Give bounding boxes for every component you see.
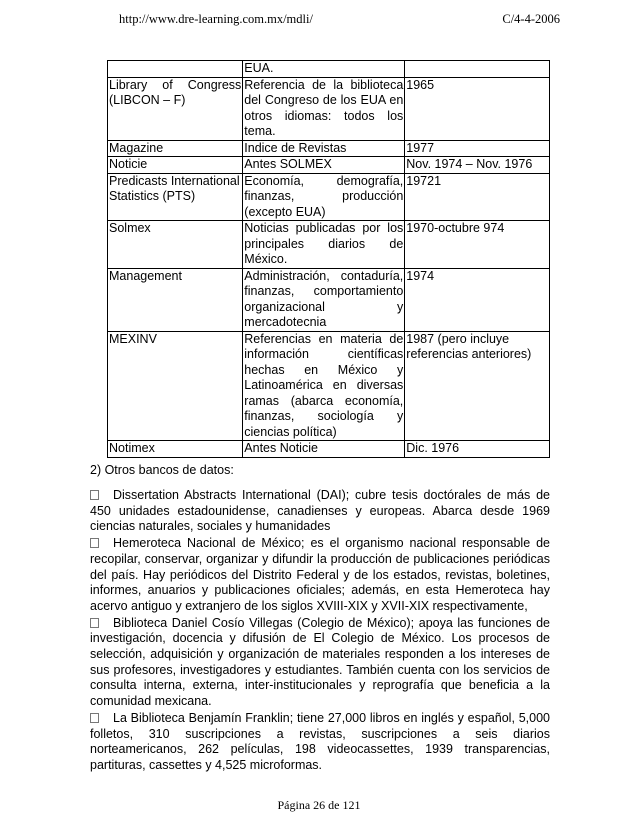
table-cell-name: Solmex: [108, 221, 243, 269]
table-row: [108, 331, 550, 441]
list-item: [90, 488, 550, 535]
header-date: C/4-4-2006: [502, 12, 560, 26]
table-row: [108, 140, 550, 157]
table-cell-name: Notimex: [108, 441, 243, 458]
table-cell-description: Economía, demografía, finanzas, producción (excepto EUA): [244, 173, 404, 219]
table-row: [108, 77, 550, 140]
list-item: [90, 616, 550, 710]
databases-table: [107, 60, 550, 458]
table-cell-name: Predicasts International Statistics (PTS): [108, 173, 243, 221]
databases-list: [90, 488, 550, 775]
table-row: [108, 268, 550, 331]
table-cell-coverage: 19721: [405, 173, 550, 221]
table-cell-coverage: Nov. 1974 – Nov. 1976: [405, 157, 550, 174]
table-cell-description: Referencias en materia de información científicas hechas en México y Latinoamérica en diversas ramas (abarca economía, finanzas, sociología y ciencias política): [244, 331, 404, 439]
table-cell-name: Noticie: [108, 157, 243, 174]
checkbox-bullet-icon: [90, 713, 99, 723]
table-row: [108, 61, 550, 78]
list-item: [90, 711, 550, 774]
page-number: Página 26 de 121: [277, 798, 361, 812]
table-cell-description: Noticias publicadas por los principales diarios de México.: [244, 221, 404, 266]
list-item-text: Hemeroteca Nacional de México; es el organismo nacional responsable de recopilar, conservar, organizar y difundir la producción de publicaciones periódicas del país. Hay periódicos del Distrito Federal y de los estados, revistas, boletines, informes, anuarios y publicaciones oficiales; además, en esta Hemeroteca hay acervo antiguo y extranjero de los siglos XVIII-XIX y XVII-XIX respectivamente,: [90, 536, 550, 613]
header-url: http://www.dre-learning.com.mx/mdli/: [119, 12, 313, 26]
checkbox-bullet-icon: [90, 490, 99, 500]
table-cell-name: MEXINV: [108, 331, 243, 441]
table-cell-coverage: 1977: [405, 140, 550, 157]
list-item-text: Dissertation Abstracts International (DAI); cubre tesis doctórales de más de 450 unidades estadounidense, canadienses y europeas. Abarca desde 1969 ciencias naturales, sociales y humanidades: [90, 488, 550, 534]
table-cell-coverage: [405, 61, 550, 78]
list-item: [90, 536, 550, 615]
table-cell-coverage: 1987 (pero incluye referencias anteriores): [405, 331, 550, 441]
section-title: 2) Otros bancos de datos:: [90, 463, 234, 477]
checkbox-bullet-icon: [90, 618, 99, 628]
table-row: [108, 441, 550, 458]
table-cell-coverage: 1974: [405, 268, 550, 331]
table-cell-name: [108, 61, 243, 78]
table-cell-name: Magazine: [108, 140, 243, 157]
table-row: [108, 157, 550, 174]
table-cell-description: Indice de Revistas: [243, 140, 405, 157]
list-item-text: Biblioteca Daniel Cosío Villegas (Colegio de México); apoya las funciones de investigación, docencia y difusión de El Colegio de México. Los procesos de selección, adquisición y organización de materiales responden a los intereses de sus profesores, investigadores y estudiantes. También cuenta con los servicios de consulta interna, externa, inter-institucionales y reprografía que beneficia a la comunidad mexicana.: [90, 615, 550, 709]
table-cell-description: Referencia de la biblioteca del Congreso de los EUA en otros idiomas: todos los tema.: [244, 77, 404, 138]
table-cell-coverage: 1965: [405, 77, 550, 140]
table-cell-description: EUA.: [243, 61, 405, 78]
table-row: [108, 173, 550, 221]
list-item-text: La Biblioteca Benjamín Franklin; tiene 27,000 libros en inglés y español, 5,000 folletos, 310 suscripciones a revistas, suscripciones a seis diarios norteamericanos, 262 películas, 198 videocassettes, 1939 transparencias, partituras, cassettes y 4,525 microformas.: [90, 710, 550, 772]
table-cell-description: Antes SOLMEX: [243, 157, 405, 174]
checkbox-bullet-icon: [90, 538, 99, 548]
table-cell-description: Administración, contaduría, finanzas, comportamiento organizacional y mercadotecnia: [244, 268, 404, 329]
table-cell-description: Antes Noticie: [243, 441, 405, 458]
table-cell-coverage: Dic. 1976: [405, 441, 550, 458]
table-cell-coverage: 1970-octubre 974: [405, 221, 550, 269]
table-cell-name: Library of Congress (LIBCON – F): [108, 77, 243, 140]
table-cell-name: Management: [108, 268, 243, 331]
table-row: [108, 221, 550, 269]
